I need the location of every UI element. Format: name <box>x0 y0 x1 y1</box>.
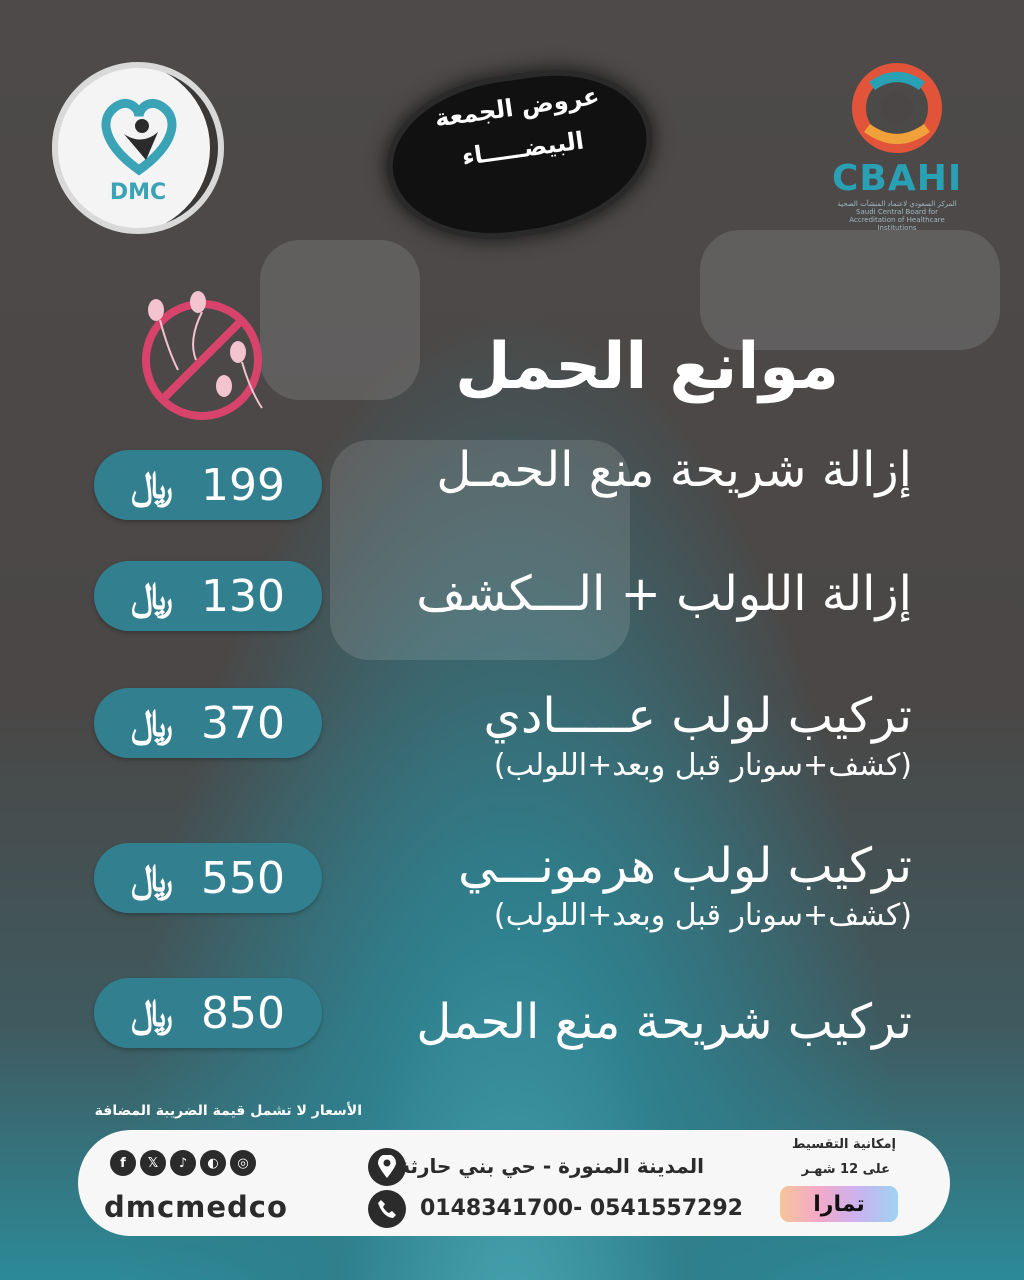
price-value: 370 <box>201 697 286 749</box>
price-pill <box>94 843 322 913</box>
price-pill <box>94 688 322 758</box>
heart-person-icon <box>94 90 184 180</box>
price-pill <box>94 561 322 631</box>
dmc-logo <box>52 62 224 234</box>
service-label: تركيب لولب عـــــادي <box>483 688 912 744</box>
phone-numbers: 0148341700- 0541557292 <box>420 1196 743 1221</box>
tamara-logo: تمارا <box>780 1186 898 1222</box>
instagram-icon[interactable]: ◎ <box>230 1150 256 1176</box>
riyal-icon: ﷼ <box>130 855 174 900</box>
service-item <box>458 838 912 933</box>
phone-icon <box>368 1190 406 1228</box>
service-label: إزالة اللولب + الـــكشف <box>416 566 912 622</box>
installment-months: على 12 شهـر <box>801 1162 890 1177</box>
cbahi-logo <box>832 58 963 232</box>
vat-note: الأسعار لا تشمل قيمة الضريبة المضافة <box>94 1103 362 1119</box>
service-item <box>416 994 912 1050</box>
cbahi-emblem-icon <box>832 58 962 158</box>
service-item <box>436 442 912 498</box>
installment-text: إمكانية التقسيط <box>792 1137 896 1152</box>
social-icons <box>110 1150 256 1176</box>
price-value: 130 <box>201 570 286 622</box>
price-pill <box>94 978 322 1048</box>
service-label: إزالة شريحة منع الحمـل <box>436 442 912 498</box>
price-pill <box>94 450 322 520</box>
price-value: 850 <box>201 987 286 1039</box>
riyal-icon: ﷼ <box>130 700 174 745</box>
cbahi-name: CBAHI <box>832 158 963 199</box>
badge-line-1: عروض الجمعة <box>433 81 602 133</box>
x-icon[interactable]: 𝕏 <box>140 1150 166 1176</box>
contraception-icon <box>138 290 272 424</box>
riyal-icon: ﷼ <box>130 573 174 618</box>
page-title: موانع الحمل <box>455 330 839 404</box>
service-item <box>483 688 912 783</box>
social-handle: dmcmedco <box>104 1190 288 1224</box>
riyal-icon: ﷼ <box>130 990 174 1035</box>
riyal-icon: ﷼ <box>130 462 174 507</box>
badge-line-2: البيضـــــاء <box>460 126 586 172</box>
service-label: تركيب شريحة منع الحمل <box>416 994 912 1050</box>
service-item <box>416 566 912 622</box>
service-sublabel: (كشف+سونار قبل وبعد+اللولب) <box>493 898 912 933</box>
service-label: تركيب لولب هرمونـــي <box>458 838 912 894</box>
location-text: المدينة المنورة - حي بني حارثة <box>398 1154 704 1178</box>
tiktok-icon[interactable]: ♪ <box>170 1150 196 1176</box>
facebook-icon[interactable]: f <box>110 1150 136 1176</box>
background-shape <box>260 240 420 400</box>
price-value: 199 <box>201 459 286 511</box>
snapchat-icon[interactable]: ◐ <box>200 1150 226 1176</box>
price-value: 550 <box>201 852 286 904</box>
service-sublabel: (كشف+سونار قبل وبعد+اللولب) <box>493 748 912 783</box>
dmc-logo-text: DMC <box>109 180 167 205</box>
cbahi-subtitle: المركز السعودي لاعتماد المنشآت الصحية Saudi Central Board for Accreditation of Healthcare Institutions <box>837 200 957 232</box>
